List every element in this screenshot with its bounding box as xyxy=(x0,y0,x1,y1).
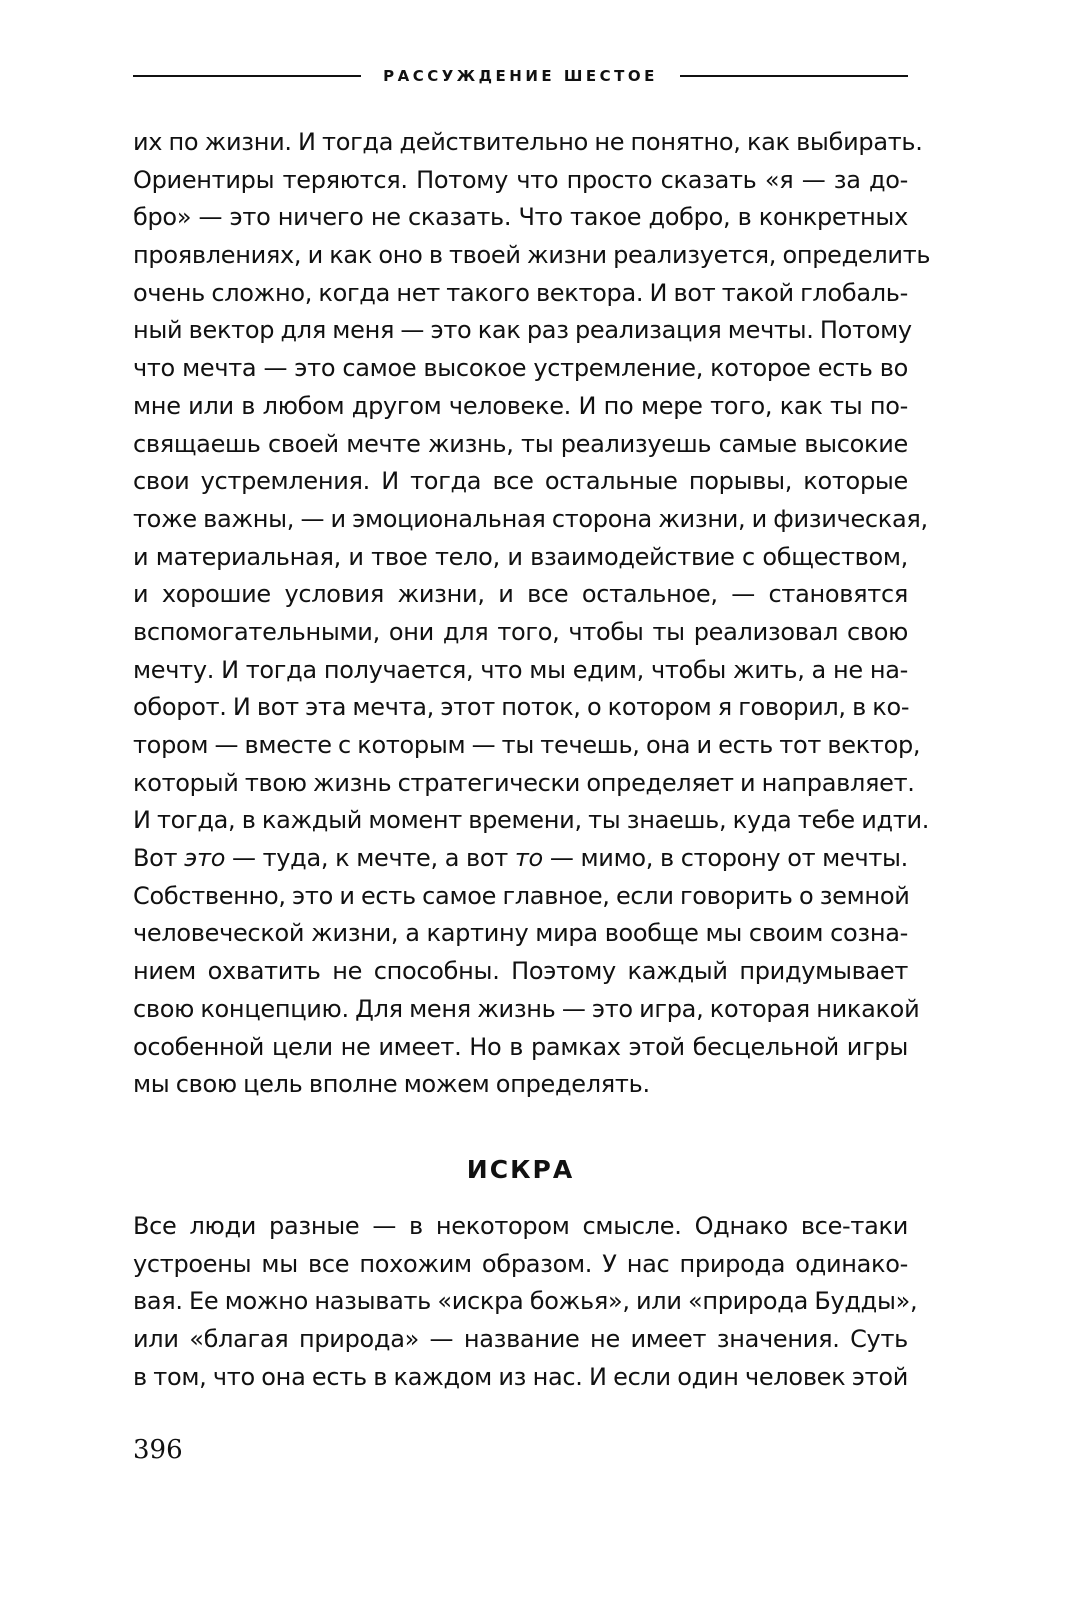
text-line: Ориентиры теряются. Потому что просто сказать «я — за до- xyxy=(133,165,908,194)
text-line: вая. Ее можно называть «искра божья», или «природа Будды», xyxy=(133,1287,918,1316)
text-line: Все люди разные — в некотором смысле. Однако все-таки xyxy=(133,1212,908,1240)
running-title: РАССУЖДЕНИЕ ШЕСТОЕ xyxy=(383,67,658,85)
text-line: проявлениях, и как оно в твоей жизни реализуется, определить xyxy=(133,241,931,270)
text-line: устроены мы все похожим образом. У нас природа одинако- xyxy=(133,1249,908,1278)
text-line: бро» — это ничего не сказать. Что такое добро, в конкретных xyxy=(133,203,908,232)
text-line: свою концепцию. Для меня жизнь — это игра, которая никакой xyxy=(133,994,920,1023)
text-line: ный вектор для меня — это как раз реализация мечты. Потому xyxy=(133,316,912,345)
text-line: в том, что она есть в каждом из нас. И если один человек этой xyxy=(133,1362,908,1391)
text-line: И тогда, в каждый момент времени, ты знаешь, куда тебе идти. xyxy=(133,806,930,835)
text-line: или «благая природа» — название не имеет значения. Суть xyxy=(133,1325,908,1354)
body-paragraph-1 xyxy=(133,124,931,1104)
text-line: нием охватить не способны. Поэтому каждый придумывает xyxy=(133,957,908,986)
page-number: 396 xyxy=(133,1435,183,1465)
header-rule-left xyxy=(133,75,361,77)
emphasis-that: то xyxy=(514,844,543,873)
text-line: мне или в любом другом человеке. И по мере того, как ты по- xyxy=(133,391,908,420)
text-line: оборот. И вот эта мечта, этот поток, о котором я говорил, в ко- xyxy=(133,693,910,722)
text-line: и хорошие условия жизни, и все остальное, — становятся xyxy=(133,580,908,609)
text-line: мечту. И тогда получается, что мы едим, чтобы жить, а не на- xyxy=(133,655,908,684)
running-header xyxy=(133,62,908,90)
text-line: который твою жизнь стратегически определяет и направляет. xyxy=(133,768,915,797)
emphasis-this: это xyxy=(184,844,226,873)
text-line: тоже важны, — и эмоциональная сторона жизни, и физическая, xyxy=(133,504,928,533)
text-line-with-emphasis xyxy=(133,840,908,878)
text-line: особенной цели не имеет. Но в рамках этой бесцельной игры xyxy=(133,1032,908,1061)
text-line: и материальная, и твое тело, и взаимодействие с обществом, xyxy=(133,542,908,571)
section-heading: ИСКРА xyxy=(466,1155,575,1184)
text-line: Собственно, это и есть самое главное, если говорить о земной xyxy=(133,881,910,910)
text-line: что мечта — это самое высокое устремление, которое есть во xyxy=(133,354,908,383)
text-line: свои устремления. И тогда все остальные порывы, которые xyxy=(133,467,908,496)
text-fragment: — туда, к мечте, а вот xyxy=(225,844,515,873)
text-fragment: Вот xyxy=(133,844,185,873)
text-fragment: — мимо, в сторону от мечты. xyxy=(542,844,908,873)
text-line: свящаешь своей мечте жизнь, ты реализуешь самые высокие xyxy=(133,429,908,458)
text-line: вспомогательными, они для того, чтобы ты реализовал свою xyxy=(133,617,908,646)
body-paragraph-2 xyxy=(133,1208,918,1396)
text-line: человеческой жизни, а картину мира вообще мы своим созна- xyxy=(133,919,908,948)
text-line: тором — вместе с которым — ты течешь, она и есть тот вектор, xyxy=(133,731,921,759)
text-line: мы свою цель вполне можем определять. xyxy=(133,1070,650,1099)
text-line: их по жизни. И тогда действительно не понятно, как выбирать. xyxy=(133,128,923,156)
text-line: очень сложно, когда нет такого вектора. И вот такой глобаль- xyxy=(133,278,908,307)
header-rule-right xyxy=(680,75,908,77)
